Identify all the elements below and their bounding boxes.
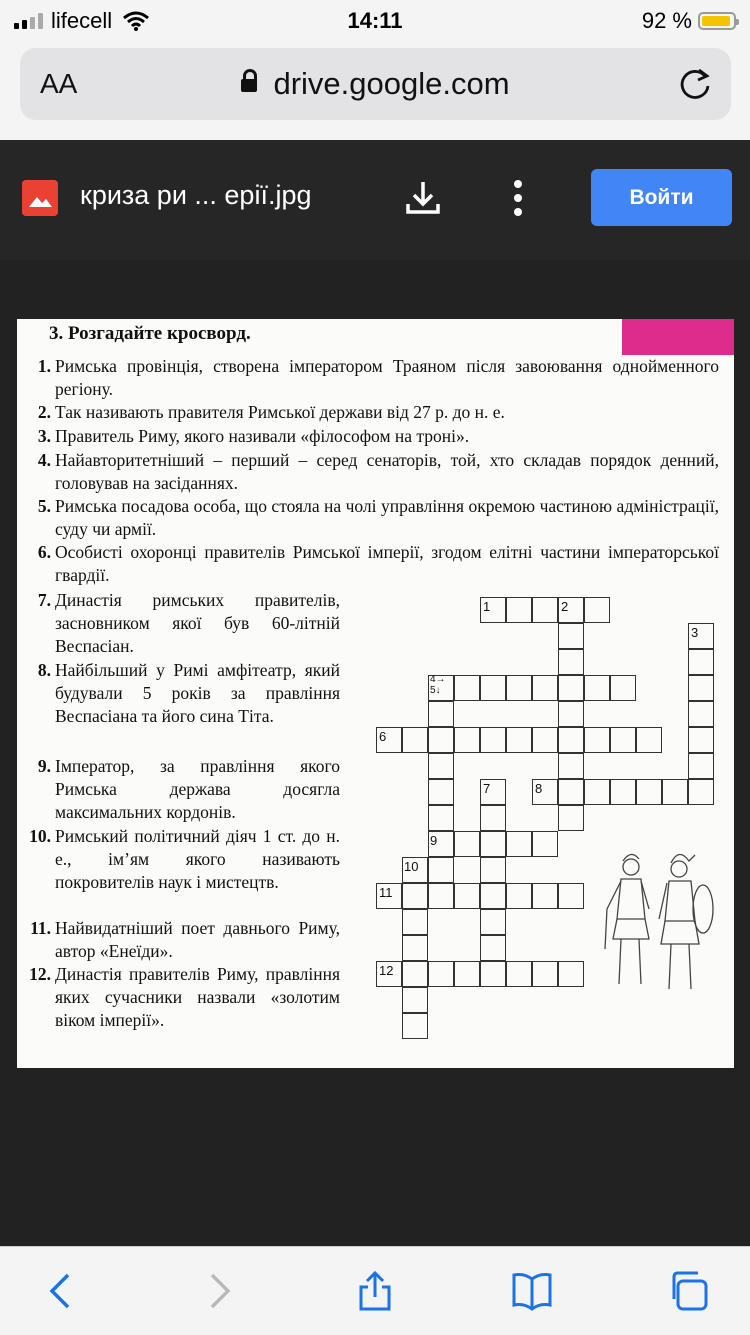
more-vert-icon[interactable] [510, 178, 526, 218]
clue-number: 4. [37, 450, 51, 470]
clue-number: 6. [37, 542, 51, 562]
clue-5 [37, 495, 719, 541]
crossword-cell [506, 883, 532, 909]
crossword-cell [532, 727, 558, 753]
grid-label: 9 [430, 833, 438, 848]
clue-number: 11. [30, 918, 51, 938]
clue-7 [37, 589, 340, 658]
clue-number: 2. [37, 402, 51, 422]
clue-6 [37, 541, 719, 587]
clue-number: 3. [37, 426, 51, 446]
clue-text: Найбільший у Римі амфітеатр, який будували 5 років за правління Веспасіана та його сина Тіта. [55, 660, 340, 726]
clue-1 [37, 355, 719, 401]
crossword-cell [636, 779, 662, 805]
crossword-cell [454, 961, 480, 987]
crossword-cell [532, 675, 558, 701]
crossword-cell [480, 675, 506, 701]
forward-icon[interactable] [196, 1269, 240, 1313]
grid-label: 10 [404, 859, 419, 874]
crossword-cell [506, 831, 532, 857]
crossword-cell [480, 727, 506, 753]
file-name: криза ри ... ерії.jpg [80, 180, 312, 210]
clue-9 [37, 755, 340, 824]
crossword-cell [558, 883, 584, 909]
crossword-cell [610, 727, 636, 753]
crossword-cell [454, 675, 480, 701]
grid-label: 1 [483, 599, 491, 614]
clue-number: 1. [37, 356, 51, 376]
clue-10 [29, 825, 340, 894]
clue-text: Римська посадова особа, що стояла на чолі управління окремою частиною адміністрації, суду чи армії. [55, 496, 719, 539]
crossword-cell [688, 753, 714, 779]
clue-number: 9. [37, 756, 51, 776]
crossword-cell [584, 779, 610, 805]
crossword-cell [558, 649, 584, 675]
clue-text: Особисті охоронці правителів Римської імперії, згодом елітні частини імператорської гвардії. [55, 542, 719, 585]
crossword-cell [662, 779, 688, 805]
crossword-cell [480, 805, 506, 831]
crossword-cell [610, 779, 636, 805]
crossword-cell [558, 805, 584, 831]
clue-text: Найвидатніший поет давнього Риму, автор «Енеїди». [55, 918, 340, 961]
back-icon[interactable] [40, 1269, 84, 1313]
url-text: drive.google.com [273, 66, 510, 101]
login-button[interactable]: Войти [591, 169, 732, 226]
roman-soldiers-illustration [599, 849, 719, 999]
crossword-cell [558, 623, 584, 649]
crossword-cell [480, 831, 506, 857]
crossword-cell [454, 831, 480, 857]
clue-8 [37, 659, 340, 728]
tabs-icon[interactable] [666, 1269, 710, 1313]
clue-text: Римська провінція, створена імператором Траяном після завоювання однойменного регіону. [55, 356, 719, 399]
crossword-cell [428, 753, 454, 779]
crossword-cell [688, 649, 714, 675]
clue-number: 12. [29, 964, 51, 984]
crossword-cell [428, 857, 454, 883]
battery-status [642, 8, 736, 34]
bookmarks-icon[interactable] [510, 1269, 554, 1313]
url-field[interactable] [20, 66, 731, 102]
crossword-page-image [17, 319, 734, 1068]
crossword-cell [428, 961, 454, 987]
clue-text: Династія правителів Риму, правління яких сучасники назвали «золотим віком імперії». [55, 964, 340, 1030]
crossword-cell [402, 935, 428, 961]
crossword-cell [480, 935, 506, 961]
crossword-cell [532, 961, 558, 987]
crossword-cell [688, 779, 714, 805]
crossword-cell [610, 675, 636, 701]
crossword-cell [532, 597, 558, 623]
text-size-label: AA [40, 68, 78, 99]
clock: 14:11 [347, 8, 403, 33]
grid-label: 7 [483, 781, 491, 796]
crossword-cell [558, 779, 584, 805]
task-title: 3. Розгадайте кросворд. [49, 323, 251, 344]
crossword-cell [402, 883, 428, 909]
crossword-cell [454, 883, 480, 909]
crossword-cell [480, 909, 506, 935]
crossword-cell [428, 805, 454, 831]
crossword-cell [688, 727, 714, 753]
grid-label: 3 [691, 625, 699, 640]
crossword-cell [558, 727, 584, 753]
share-icon[interactable] [353, 1269, 397, 1313]
crossword-cell [454, 727, 480, 753]
clue-3 [37, 425, 719, 448]
crossword-cell [506, 597, 532, 623]
status-bar [0, 0, 750, 40]
crossword-cell [532, 831, 558, 857]
crossword-cell [480, 961, 506, 987]
crossword-cell [506, 727, 532, 753]
image-viewer[interactable] [0, 260, 750, 1246]
crossword-cell [480, 857, 506, 883]
grid-label: 6 [379, 729, 387, 744]
clue-text: Так називають правителя Римської держави від 27 р. до н. е. [55, 402, 505, 422]
crossword-cell [558, 753, 584, 779]
crossword-cell [402, 1013, 428, 1039]
crossword-cell [402, 727, 428, 753]
crossword-cell [402, 909, 428, 935]
clue-text: Імператор, за правління якого Римська держава досягла максимальних кордонів. [55, 756, 340, 822]
grid-label: 5↓ [430, 685, 441, 696]
clue-4 [37, 449, 719, 495]
crossword-cell [506, 675, 532, 701]
carrier-name: lifecell [51, 8, 113, 33]
crossword-cell [558, 701, 584, 727]
grid-label: 8 [535, 781, 543, 796]
clue-number: 7. [37, 590, 51, 610]
crossword-cell [532, 883, 558, 909]
crossword-cell [584, 597, 610, 623]
clue-text: Династія римських правителів, засновником якої був 60-літній Веспасіан. [55, 590, 340, 656]
crossword-cell [558, 961, 584, 987]
clue-text: Правитель Риму, якого називали «філософом на троні». [55, 426, 470, 446]
grid-label: 2 [561, 599, 569, 614]
clue-number: 8. [37, 660, 51, 680]
crossword-cell [428, 779, 454, 805]
browser-bar [0, 40, 750, 140]
grid-label: 12 [379, 963, 394, 978]
clue-11 [30, 917, 340, 963]
drive-header [0, 140, 750, 260]
lock-icon [241, 79, 257, 92]
battery-icon [698, 12, 736, 30]
crossword-cell [688, 701, 714, 727]
crossword-cell [428, 701, 454, 727]
address-bar[interactable] [20, 48, 731, 120]
safari-toolbar [0, 1246, 750, 1335]
crossword-cell [584, 727, 610, 753]
crossword-cell [428, 727, 454, 753]
clue-number: 5. [37, 496, 51, 516]
clue-number: 10. [29, 826, 51, 846]
crossword-cell [506, 961, 532, 987]
clue-12 [29, 963, 340, 1032]
grid-label: 11 [379, 885, 393, 900]
crossword-cell [636, 727, 662, 753]
crossword-cell [688, 675, 714, 701]
crossword-cell [480, 883, 506, 909]
clue-text: Найавторитетніший – перший – серед сенаторів, той, хто складав порядок денний, головував на засіданнях. [55, 450, 719, 493]
crossword-cell [428, 883, 454, 909]
clue-text: Римський політичний діяч 1 ст. до н. е., ім’ям якого називають покровителів наук і мистецтв. [55, 826, 340, 892]
image-file-icon [22, 180, 58, 216]
crossword-cell [558, 675, 584, 701]
grid-label: 4→ [430, 674, 446, 685]
download-icon[interactable] [403, 178, 443, 218]
clue-2 [37, 401, 719, 424]
pink-marker [622, 319, 734, 355]
reload-icon[interactable] [677, 66, 713, 102]
battery-percent: 92 % [641, 8, 692, 33]
crossword-cell [584, 675, 610, 701]
crossword-cell [402, 987, 428, 1013]
crossword-cell [402, 961, 428, 987]
